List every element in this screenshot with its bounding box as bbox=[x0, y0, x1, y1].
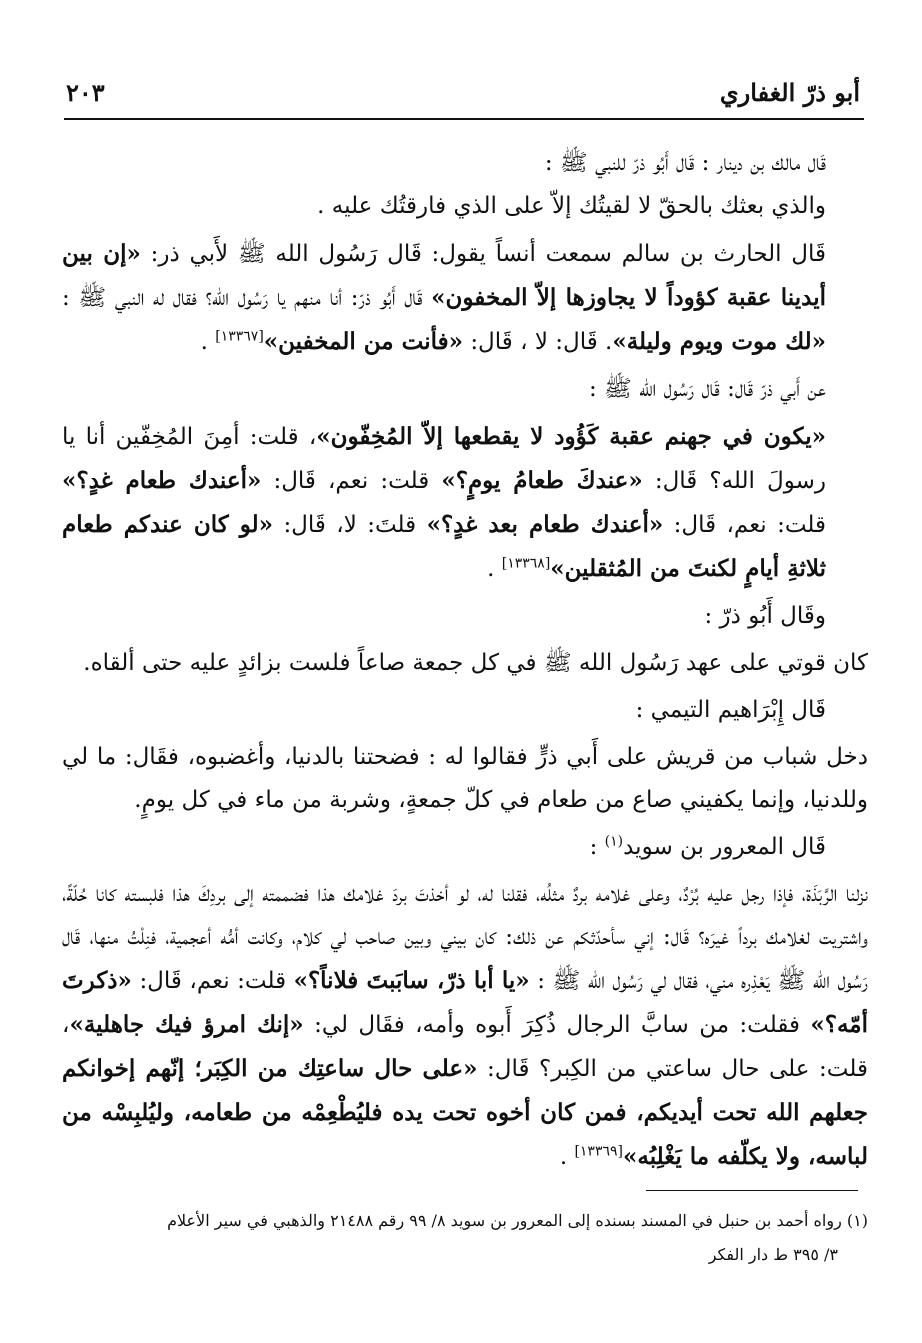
hadith-reference: [١٣٣٦٨] bbox=[501, 555, 551, 572]
text-run: . bbox=[200, 329, 208, 355]
footnote-continuation: ٣/ ٣٩٥ ط دار الفكر bbox=[708, 1245, 838, 1264]
hadith-quote: «أعندك طعام غدٍ؟» bbox=[62, 467, 262, 494]
text-run: . bbox=[487, 556, 495, 582]
paragraph-abu-dharr-intro bbox=[62, 368, 868, 411]
paragraph-taymi-intro bbox=[62, 689, 868, 732]
running-header bbox=[64, 72, 864, 120]
text-run: قلت: نعم، قَال: bbox=[273, 468, 430, 494]
text-run: ، قلت: أمِنَ المُخِفّين أنا يا رسولَ الله؟ قَال: bbox=[62, 424, 827, 494]
text-run: وقَال أَبُو ذرّ : bbox=[704, 603, 826, 629]
text-run: . قَال: لا ، قَال: bbox=[470, 329, 613, 355]
hadith-reference: [١٣٣٦٧] bbox=[215, 328, 264, 345]
paragraph-qut-intro bbox=[62, 595, 868, 638]
footnote-marker: (١) bbox=[604, 833, 624, 850]
footnote-number: (١) bbox=[846, 1211, 868, 1230]
hadith-quote: «لك موت ويوم وليلة» bbox=[612, 328, 826, 355]
paragraph-malik bbox=[62, 142, 868, 228]
text-run: قَال إِبْرَاهيم التيمي : bbox=[635, 697, 826, 723]
paragraph-marur bbox=[62, 873, 868, 1179]
footnote-text: رواه أحمد بن حنبل في المسند بسنده إلى المعرور بن سويد ٨/ ٩٩ رقم ٢١٤٨٨ والذهبي في سير الأعلام bbox=[167, 1211, 842, 1230]
hadith-reference: [١٣٣٦٩] bbox=[574, 1143, 623, 1160]
text-run: كان قوتي على عهد رَسُول الله ﷺ في كل جمعة صاعاً فلست بزائدٍ عليه حتى ألقاه. bbox=[83, 650, 868, 676]
text-run: قَال الحارث بن سالم سمعت أنساً يقول: قَال رَسُول الله ﷺ لأَبي ذر: bbox=[150, 241, 826, 267]
paragraph-harith bbox=[62, 232, 868, 364]
text-run: : bbox=[589, 834, 598, 860]
text-run: فقلت: من سابَّ الرجال ذُكِرَ أَبوه وأمه، فقَال لي: bbox=[314, 1012, 800, 1038]
hadith-quote: «إنك امرؤ فيك جاهلية» bbox=[69, 1011, 304, 1038]
text-run: عن أَبي ذرّ قَال: قَال رَسُول الله ﷺ : bbox=[588, 376, 826, 402]
hadith-quote: «لو كان عندكم طعام ثلاثةِ أيامٍ لكنتَ من المُثقلين» bbox=[62, 511, 826, 582]
text-run: قلت: نعم، قَال: bbox=[673, 512, 827, 538]
paragraph-qut bbox=[62, 642, 868, 685]
main-text bbox=[62, 142, 868, 1183]
hadith-quote: «يا أبا ذرّ، سابَبتَ فلاناً؟» bbox=[293, 967, 530, 994]
page-number: ٢٠٣ bbox=[66, 78, 105, 107]
text-run: قَال مالك بن دينار : قَال أَبُو ذرّ للنبي ﷺ : bbox=[544, 150, 826, 176]
hadith-quote: «على حال ساعتِك من الكِبَر؛ إنّهم إخوانكم جعلهم الله تحت أيديكم، فمن كان أخوه تحت يده فليُطْعِمْه من طعامه، وليُلبِسْه من لباسه، ولا يكلّفه ما يَغْلِبُه» bbox=[62, 1055, 868, 1170]
text-run: ، قلت: على حال ساعتي من الكِبر؟ قَال: bbox=[62, 1012, 868, 1082]
text-run: . bbox=[559, 1144, 568, 1170]
text-run: دخل شباب من قريش على أَبي ذرٍّ فقالوا له : فضحتنا بالدنيا، وأغضبوه، فقَال: ما لي وللدنيا، وإنما يكفيني صاع من طعام في كلّ جمعةٍ، وشربة من ماء في كل يومٍ. bbox=[62, 744, 868, 813]
hadith-quote: «عندكَ طعامُ يومٍ؟» bbox=[441, 467, 643, 494]
text-run: نزلنا الرَّبَذَة، فإذا رجل عليه بُرْدٌ، وعلى غلامه بردٌ مثلُه، فقلنا له، لو أخذتَ بردَ غلامك هذا فضممته إلى بردِكَ هذا فلبسته كانا حُلّةً، واشتريت لغلامك برداً غيرَه؟ قَال: إني سأحدّثكم عن ذلك: كان بيني وبين صاحب لي كلام، وكانت أمُّه أعجمية، فنِلْتُ منها، قَال رَسُول الله ﷺ يَعْذِره مني، فقال لي رَسُول الله ﷺ : bbox=[62, 881, 869, 994]
footnote bbox=[62, 1204, 868, 1272]
hadith-quote: «إن بين أيدينا عقبة كؤوداً لا يجاوزها إلاّ المخفون» bbox=[62, 240, 826, 311]
footnote-divider bbox=[646, 1190, 858, 1191]
hadith-quote: «فأنت من المخفين» bbox=[263, 328, 463, 355]
text-run: قلت: نعم، قَال: bbox=[139, 968, 287, 994]
text-run: قَال أَبُو ذرّ: أنا منهم يا رَسُول الله؟ فقال له النبي ﷺ : bbox=[62, 285, 423, 311]
text-run: والذي بعثك بالحقّ لا لقيتُك إلاّ على الذي فارقتُك عليه . bbox=[317, 193, 826, 219]
paragraph-aqaba bbox=[62, 415, 868, 591]
text-run: قلتَ: لا، قَال: bbox=[283, 512, 417, 538]
hadith-quote: «ذكرتَ أمّه؟» bbox=[62, 967, 869, 1038]
text-run: قَال المعرور بن سويد bbox=[623, 834, 826, 860]
hadith-quote: «يكون في جهنم عقبة كَؤُود لا يقطعها إلاّ المُخِفّون» bbox=[316, 423, 826, 450]
hadith-quote: «أعندك طعام بعد غدٍ؟» bbox=[426, 511, 664, 538]
paragraph-marur-intro bbox=[62, 826, 868, 869]
chapter-title: أبو ذرّ الغفاري bbox=[719, 78, 860, 107]
paragraph-taymi bbox=[62, 736, 868, 822]
